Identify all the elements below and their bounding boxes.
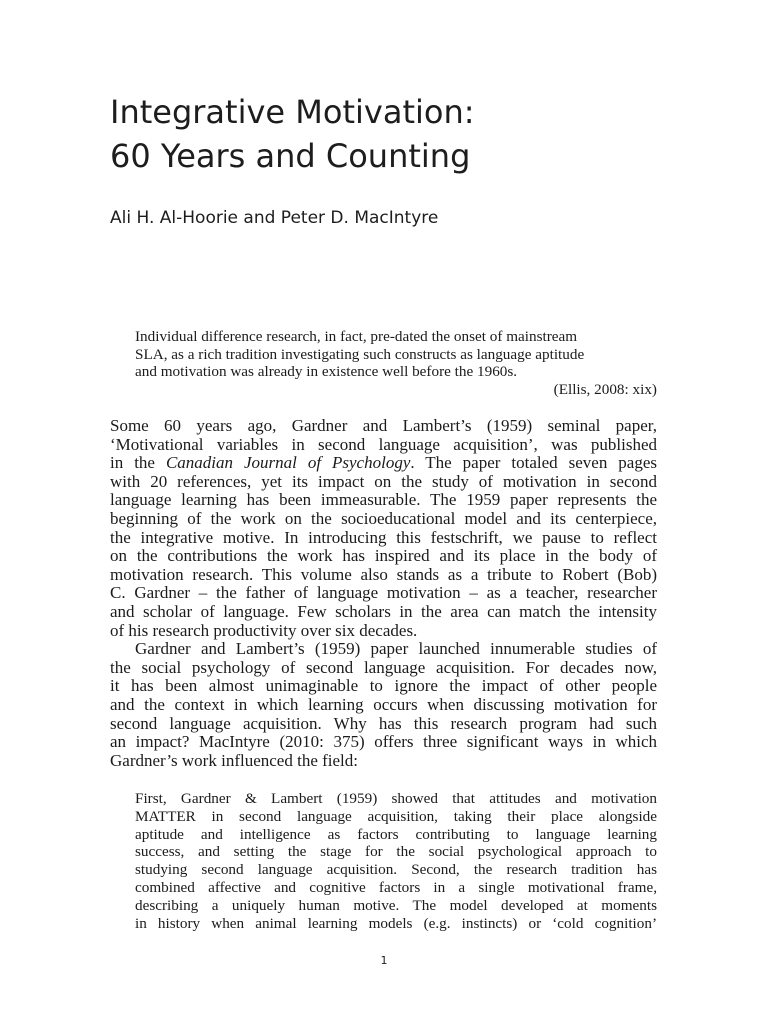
epigraph xyxy=(135,328,657,398)
chapter-title-line-2: 60 Years and Counting xyxy=(110,137,471,175)
body-line: on the contributions the work has inspired and its place in the body of xyxy=(110,546,657,566)
paragraph-1 xyxy=(110,417,657,640)
body-line: Gardner’s work influenced the field: xyxy=(110,750,358,770)
body-line: beginning of the work on the socioeducational model and its centerpiece, xyxy=(110,508,657,528)
journal-title: Canadian Journal of Psychology xyxy=(165,453,411,473)
page-number: 1 xyxy=(380,954,388,967)
epigraph-line: SLA, as a rich tradition investigating such constructs as language aptitude xyxy=(135,345,585,363)
body-line xyxy=(110,454,657,473)
body-line: it has been almost unimaginable to ignore the impact of other people xyxy=(110,676,657,696)
body-line: Some 60 years ago, Gardner and Lambert’s (1959) seminal paper, xyxy=(110,416,657,435)
body-text-run: in the xyxy=(110,453,166,473)
body-line: with 20 references, yet its impact on the study of motivation in second xyxy=(110,471,657,491)
paragraph-2 xyxy=(110,640,657,770)
body-line: language learning has been immeasurable. The 1959 paper represents the xyxy=(110,490,657,510)
quote-line: success, and setting the stage for the social psychological approach to xyxy=(135,843,657,861)
body-line: and the context in which learning occurs when discussing motivation for xyxy=(110,694,657,714)
body-line: an impact? MacIntyre (2010: 375) offers three significant ways in which xyxy=(110,732,657,752)
body-text xyxy=(110,417,657,770)
body-line: motivation research. This volume also stands as a tribute to Robert (Bob) xyxy=(110,564,657,584)
quote-line: MATTER in second language acquisition, taking their place alongside xyxy=(135,807,657,825)
body-line: of his research productivity over six decades. xyxy=(110,620,418,640)
quote-line: combined affective and cognitive factors in a single motivational frame, xyxy=(135,878,657,896)
body-text-run: . The paper totaled seven pages xyxy=(410,453,658,473)
quote-line: in history when animal learning models (e.g. instincts) or ‘cold cognition’ xyxy=(135,914,657,932)
epigraph-line: and motivation was already in existence well before the 1960s. xyxy=(135,363,518,381)
body-line: ‘Motivational variables in second language acquisition’, was published xyxy=(110,434,657,454)
body-line: C. Gardner – the father of language motivation – as a teacher, researcher xyxy=(110,583,657,603)
chapter-title xyxy=(110,90,670,178)
quote-line: aptitude and intelligence as factors contributing to language learning xyxy=(135,825,657,843)
body-line: the social psychology of second language acquisition. For decades now, xyxy=(110,657,657,677)
quote-line: studying second language acquisition. Second, the research tradition has xyxy=(135,861,657,879)
chapter-authors: Ali H. Al-Hoorie and Peter D. MacIntyre xyxy=(110,208,439,228)
body-line: Gardner and Lambert’s (1959) paper launched innumerable studies of xyxy=(135,639,657,659)
body-line: second language acquisition. Why has this research program had such xyxy=(110,713,657,733)
quote-line: First, Gardner & Lambert (1959) showed that attitudes and motivation xyxy=(135,790,657,807)
chapter-title-line-1: Integrative Motivation: xyxy=(110,93,475,131)
epigraph-line: Individual difference research, in fact, pre-dated the onset of mainstream xyxy=(135,328,578,345)
body-line: the integrative motive. In introducing this festschrift, we pause to reflect xyxy=(110,527,657,547)
body-line: and scholar of language. Few scholars in the area can match the intensity xyxy=(110,601,657,621)
epigraph-citation: (Ellis, 2008: xix) xyxy=(553,380,657,398)
block-quote xyxy=(135,790,657,932)
quote-line: describing a uniquely human motive. The model developed at moments xyxy=(135,896,657,914)
